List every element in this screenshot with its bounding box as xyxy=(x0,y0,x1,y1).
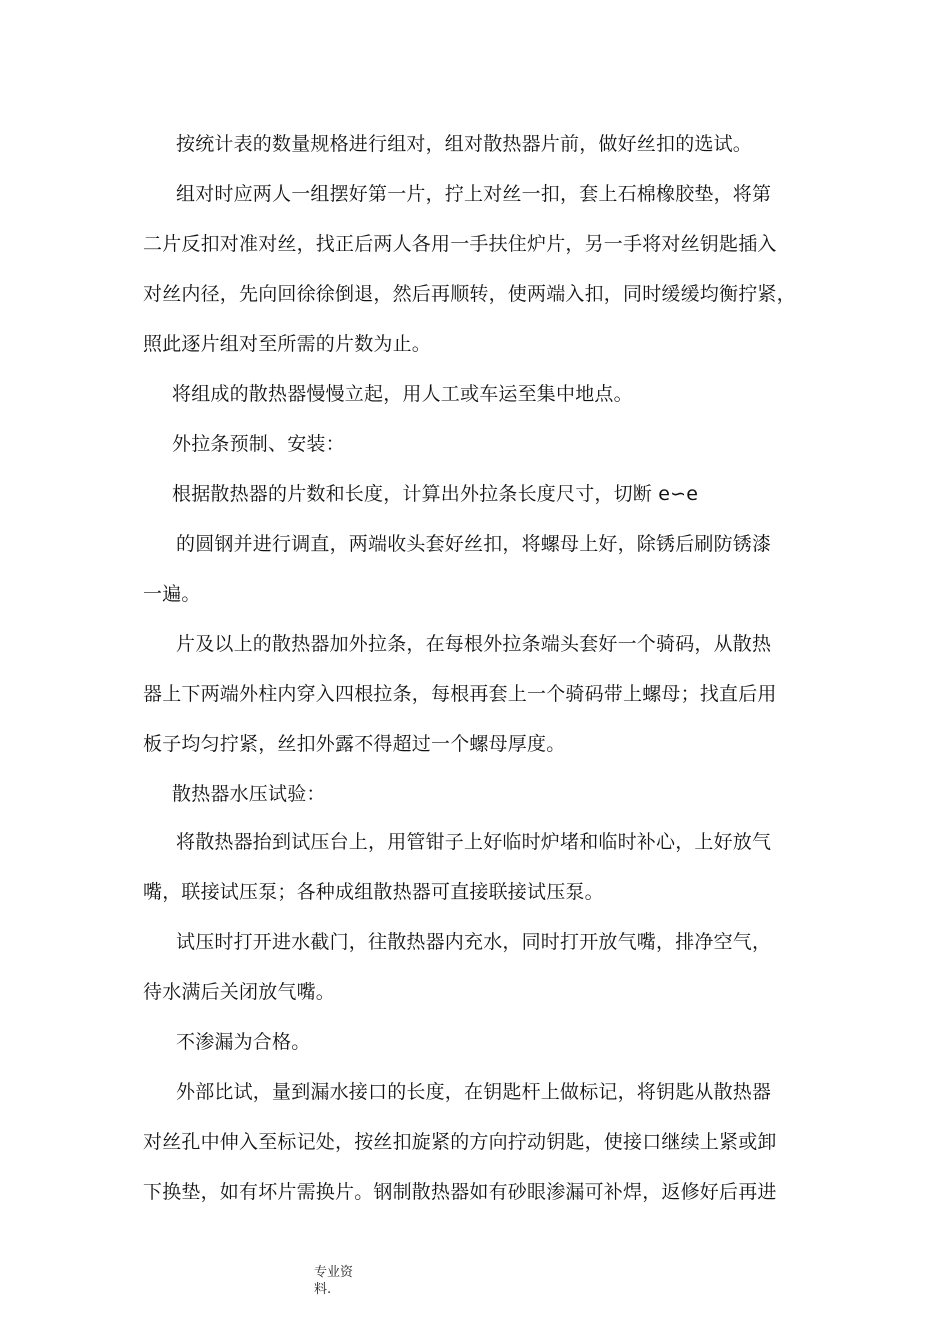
page-footer xyxy=(314,1264,353,1298)
text-line-15: 将散热器抬到试压台上，用管钳子上好临时炉堵和临时补心，上好放气 xyxy=(176,831,772,853)
text-line-1: 按统计表的数量规格进行组对，组对散热器片前，做好丝扣的选试。 xyxy=(176,133,753,155)
footer-line-1: 专业资 xyxy=(314,1265,354,1280)
text-line-11: 片及以上的散热器加外拉条，在每根外拉条端头套好一个骑码，从散热 xyxy=(176,633,772,655)
text-line-9: 的圆钢并进行调直，两端收头套好丝扣，将螺母上好，除锈后刷防锈漆 xyxy=(176,533,772,555)
text-line-8: 根据散热器的片数和长度，计算出外拉条长度尺寸，切断 e∽e xyxy=(172,483,699,505)
text-line-16: 嘴，联接试压泵；各种成组散热器可直接联接试压泵。 xyxy=(143,881,604,903)
text-line-10: 一遍。 xyxy=(143,583,201,605)
text-line-14: 散热器水压试验： xyxy=(172,783,326,805)
text-line-4: 对丝内径，先向回徐徐倒退，然后再顺转，使两端入扣，同时缓缓均衡拧紧， xyxy=(143,283,796,305)
text-line-3: 二片反扣对准对丝，找正后两人各用一手扶住炉片，另一手将对丝钥匙插入 xyxy=(143,233,777,255)
text-line-2: 组对时应两人一组摆好第一片，拧上对丝一扣，套上石棉橡胶垫，将第 xyxy=(176,183,772,205)
text-line-6: 将组成的散热器慢慢立起，用人工或车运至集中地点。 xyxy=(172,383,633,405)
text-line-12: 器上下两端外柱内穿入四根拉条，每根再套上一个骑码带上螺母；找直后用 xyxy=(143,683,777,705)
text-line-19: 不渗漏为合格。 xyxy=(176,1031,311,1053)
text-line-18: 待水满后关闭放气嘴。 xyxy=(143,981,336,1003)
text-line-7: 外拉条预制、安装： xyxy=(172,433,345,455)
text-line-17: 试压时打开进水截门，往散热器内充水，同时打开放气嘴，排净空气， xyxy=(176,931,772,953)
text-line-5: 照此逐片组对至所需的片数为止。 xyxy=(143,333,432,355)
text-line-21: 对丝孔中伸入至标记处，按丝扣旋紧的方向拧动钥匙，使接口继续上紧或卸 xyxy=(143,1131,777,1153)
text-line-20: 外部比试，量到漏水接口的长度，在钥匙杆上做标记，将钥匙从散热器 xyxy=(176,1081,772,1103)
footer-line-2: 料. xyxy=(314,1282,332,1297)
text-line-13: 板子均匀拧紧，丝扣外露不得超过一个螺母厚度。 xyxy=(143,733,566,755)
text-line-22: 下换垫，如有坏片需换片。钢制散热器如有砂眼渗漏可补焊，返修好后再进 xyxy=(143,1181,777,1203)
